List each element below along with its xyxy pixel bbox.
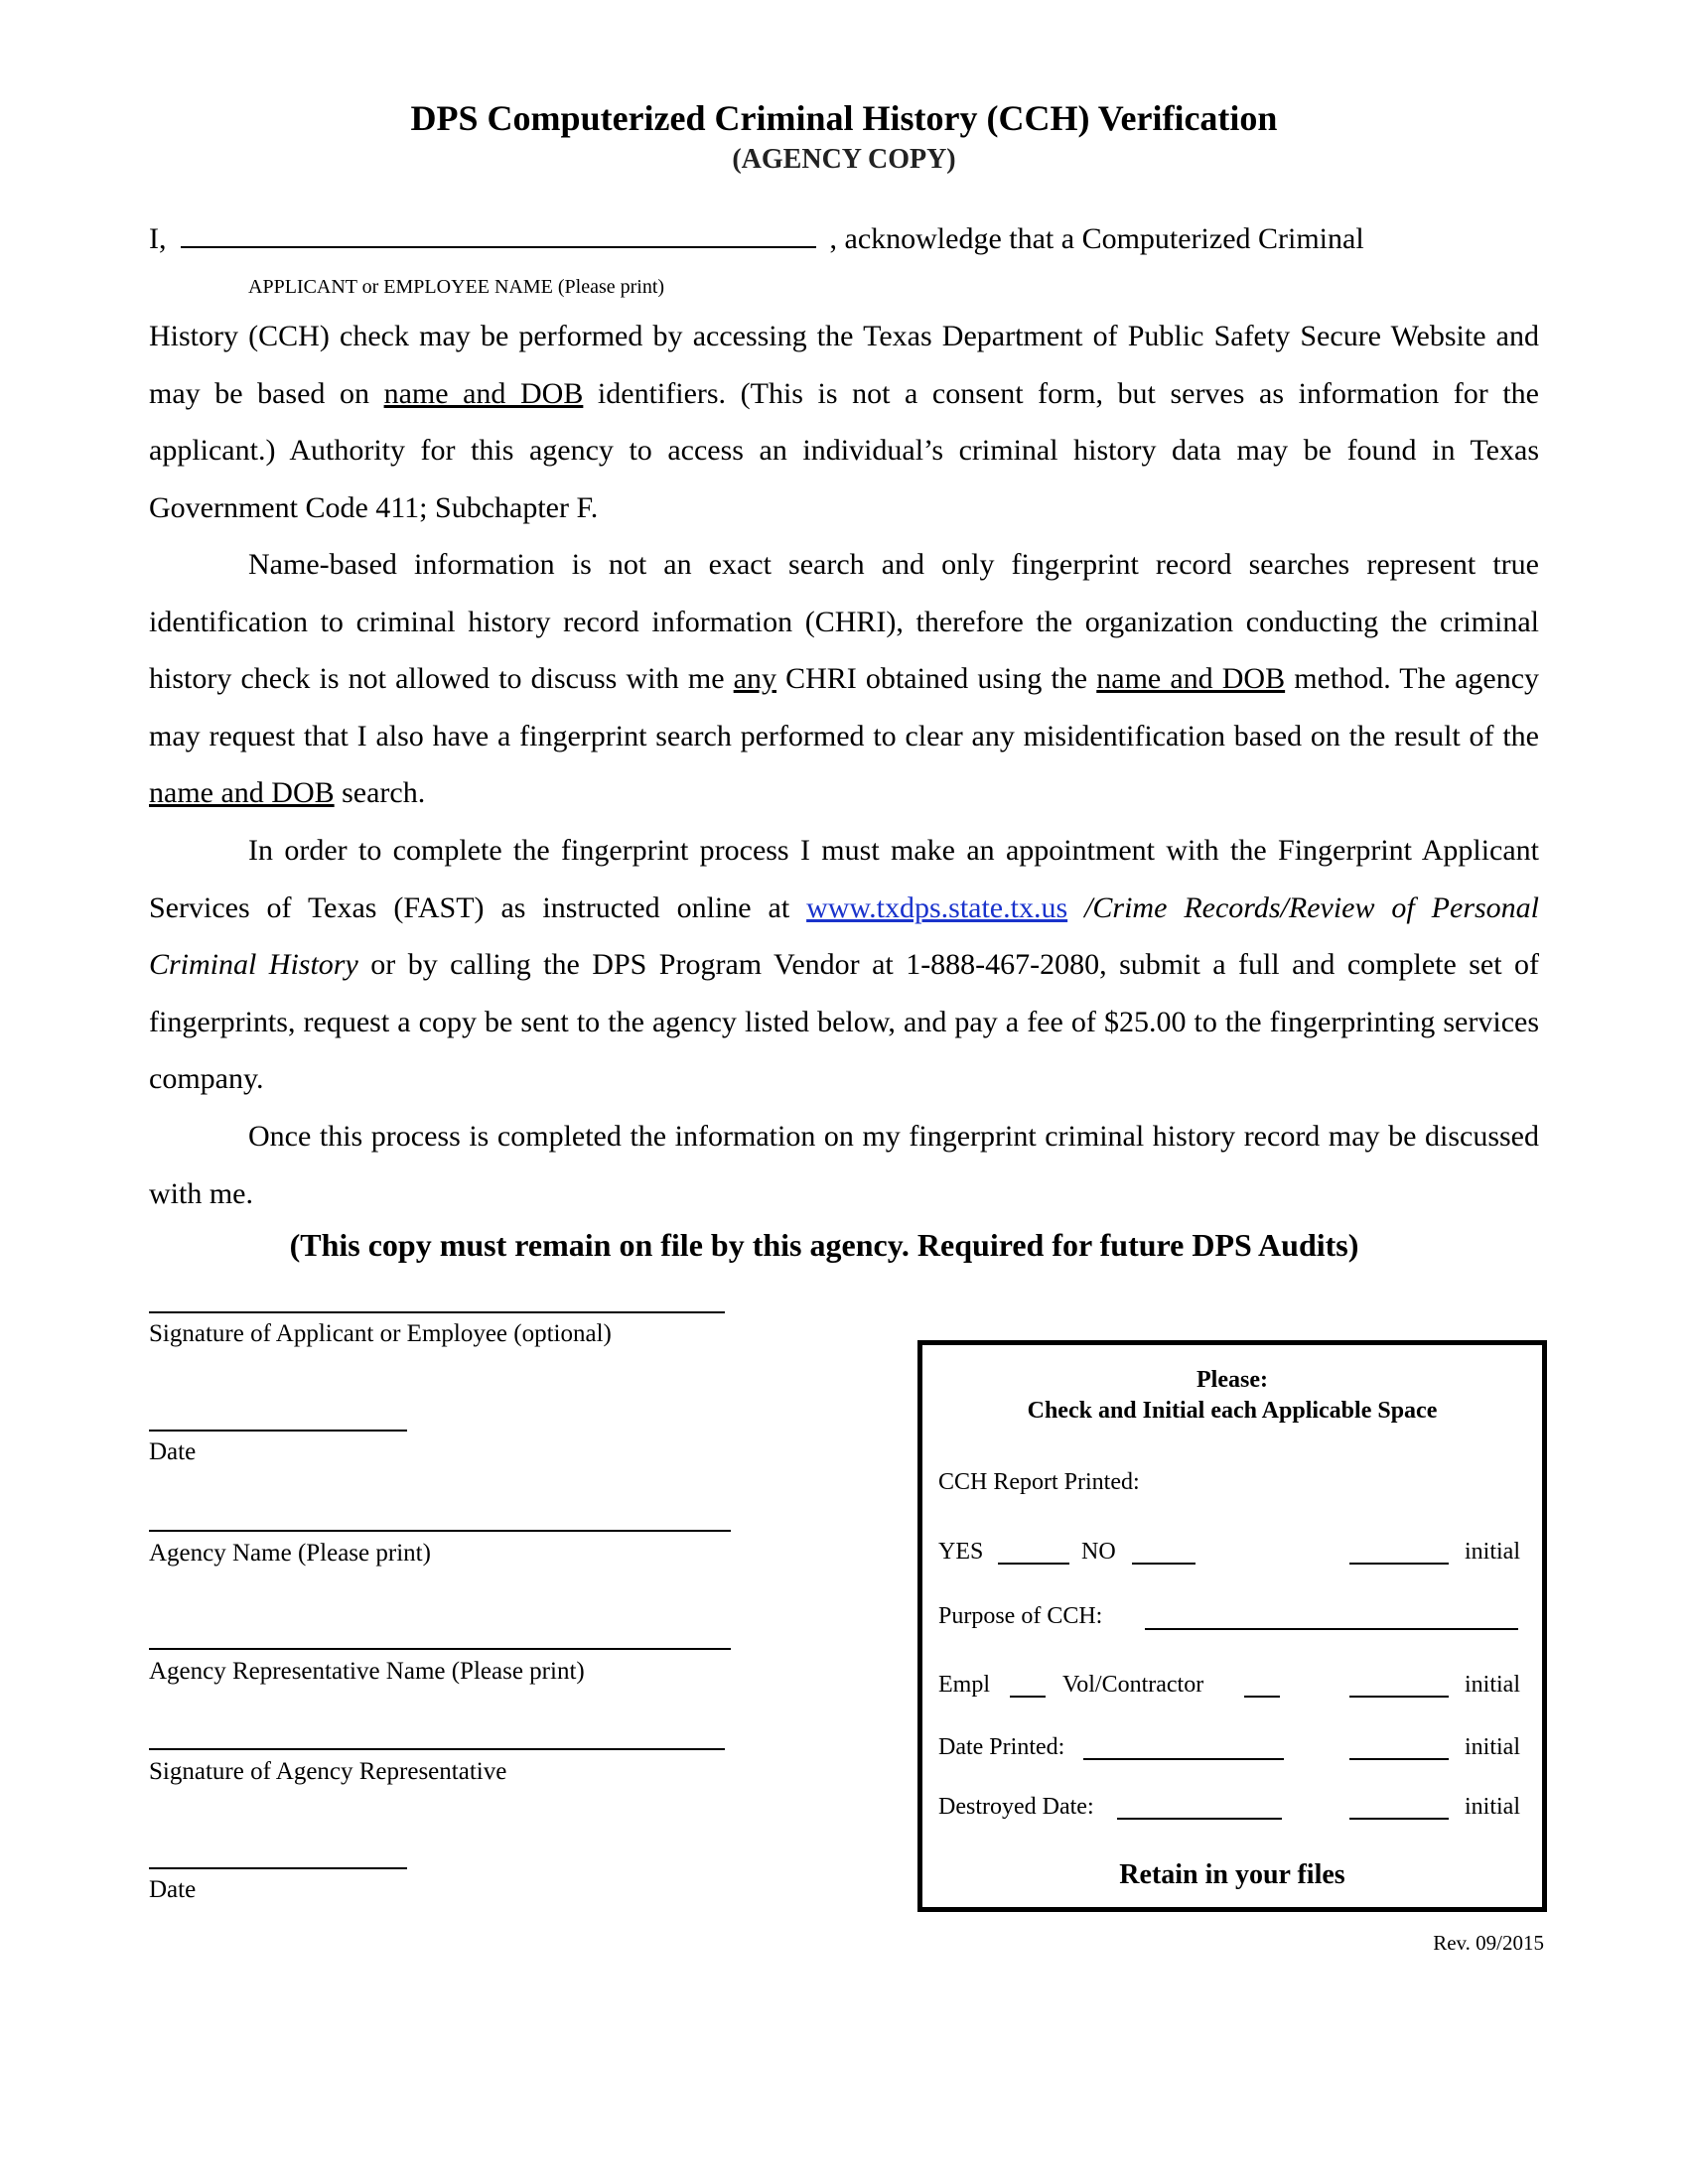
agency-rep-signature-line[interactable]: [149, 1748, 725, 1750]
p2-underlined-any: any: [733, 662, 776, 695]
applicant-name-caption: APPLICANT or EMPLOYEE NAME (Please print): [248, 276, 665, 298]
agency-name-line[interactable]: [149, 1530, 731, 1532]
retention-notice: (This copy must remain on file by this agency. Required for future DPS Audits): [289, 1227, 1359, 1263]
p1-text-a: History (CCH) check may be performed by accessing the Texas Department of Public Safety Secure Website and may be based on: [149, 320, 1539, 410]
purpose-label: Purpose of CCH:: [938, 1603, 1103, 1629]
paragraph-fingerprint-process: [149, 822, 1539, 1108]
paragraph-name-based: [149, 536, 1539, 822]
purpose-blank[interactable]: [1145, 1628, 1518, 1630]
paragraph-cch-check: [149, 308, 1539, 536]
p3-text-b: or by calling the DPS Program Vendor at 1-888-467-2080, submit a full and complete set of fingerprints, request a copy be sent to the agency listed below, and pay a fee of $25.00 to the fingerprinting services company.: [149, 948, 1540, 1095]
p2-text-a: Name-based information is not an exact search and only fingerprint record searches represent true identification to criminal history record information (CHRI), therefore the organization conducting the criminal history check is not allowed to discuss with me: [149, 548, 1539, 695]
date-printed-label: Date Printed:: [938, 1734, 1065, 1760]
applicant-name-field[interactable]: [181, 220, 816, 248]
initial-blank-3[interactable]: [1349, 1758, 1449, 1760]
initial-label-1: initial: [1465, 1539, 1520, 1565]
document-title: DPS Computerized Criminal History (CCH) Verification: [410, 98, 1278, 138]
yes-blank[interactable]: [998, 1563, 1069, 1565]
dps-website-link[interactable]: www.txdps.state.tx.us: [806, 890, 1068, 924]
applicant-signature-label: Signature of Applicant or Employee (optional): [149, 1320, 612, 1347]
acknowledgement-line: [149, 220, 1364, 256]
retain-notice: Retain in your files: [1119, 1859, 1345, 1890]
initial-label-3: initial: [1465, 1734, 1520, 1760]
initial-label-4: initial: [1465, 1794, 1520, 1820]
box-heading-please: Please:: [1196, 1367, 1268, 1393]
p2-underlined-name-dob-2: name and DOB: [149, 776, 335, 809]
no-label: NO: [1081, 1539, 1116, 1565]
document-subtitle: (AGENCY COPY): [732, 144, 956, 175]
initial-label-2: initial: [1465, 1672, 1520, 1698]
destroyed-date-label: Destroyed Date:: [938, 1794, 1094, 1820]
vol-contractor-label: Vol/Contractor: [1062, 1672, 1204, 1698]
vol-contractor-blank[interactable]: [1244, 1696, 1280, 1698]
agency-rep-signature-label: Signature of Agency Representative: [149, 1758, 507, 1785]
initial-blank-2[interactable]: [1349, 1696, 1449, 1698]
agency-name-label: Agency Name (Please print): [149, 1540, 431, 1567]
check-and-initial-box: [917, 1340, 1547, 1912]
initial-blank-4[interactable]: [1349, 1818, 1449, 1820]
p2-text-b: CHRI obtained using the: [776, 662, 1097, 695]
revision-label: Rev. 09/2015: [1433, 1931, 1544, 1955]
ack-suffix: , acknowledge that a Computerized Criminal: [829, 222, 1364, 255]
date-printed-blank[interactable]: [1083, 1758, 1284, 1760]
destroyed-date-blank[interactable]: [1117, 1818, 1282, 1820]
p2-text-d: search.: [334, 776, 426, 809]
applicant-signature-line[interactable]: [149, 1311, 725, 1313]
paragraph-once-completed: Once this process is completed the information on my fingerprint criminal history record may be discussed with me.: [149, 1120, 1539, 1210]
p3-italic-path: /Crime Records/Review of Personal Criminal History: [149, 890, 1539, 981]
ack-prefix: I,: [149, 222, 167, 255]
date-label-2: Date: [149, 1876, 197, 1903]
agency-rep-name-line[interactable]: [149, 1648, 731, 1650]
date-label-1: Date: [149, 1438, 197, 1465]
no-blank[interactable]: [1132, 1563, 1196, 1565]
empl-blank[interactable]: [1010, 1696, 1046, 1698]
date-line-1[interactable]: [149, 1430, 407, 1432]
p2-underlined-name-dob: name and DOB: [1096, 662, 1286, 695]
p1-underlined: name and DOB: [383, 376, 584, 410]
box-heading-instructions: Check and Initial each Applicable Space: [1027, 1398, 1438, 1424]
p2-text-c: method. The agency may request that I also have a fingerprint search performed to clear any misidentification based on the result of the: [149, 662, 1540, 752]
date-line-2[interactable]: [149, 1867, 407, 1869]
agency-rep-name-label: Agency Representative Name (Please print): [149, 1658, 585, 1685]
initial-blank-1[interactable]: [1349, 1563, 1449, 1565]
empl-label: Empl: [938, 1672, 990, 1698]
p1-text-b: identifiers. (This is not a consent form, but serves as information for the applicant.) Authority for this agency to access an individual’s criminal history data may be found in Texas Government Code 411; Subchapter F.: [149, 376, 1539, 524]
yes-label: YES: [938, 1539, 984, 1565]
p3-text-a: In order to complete the fingerprint process I must make an appointment with the Fingerprint Applicant Services of Texas (FAST) as instructed online at: [149, 834, 1539, 924]
cch-report-printed-label: CCH Report Printed:: [938, 1469, 1140, 1495]
